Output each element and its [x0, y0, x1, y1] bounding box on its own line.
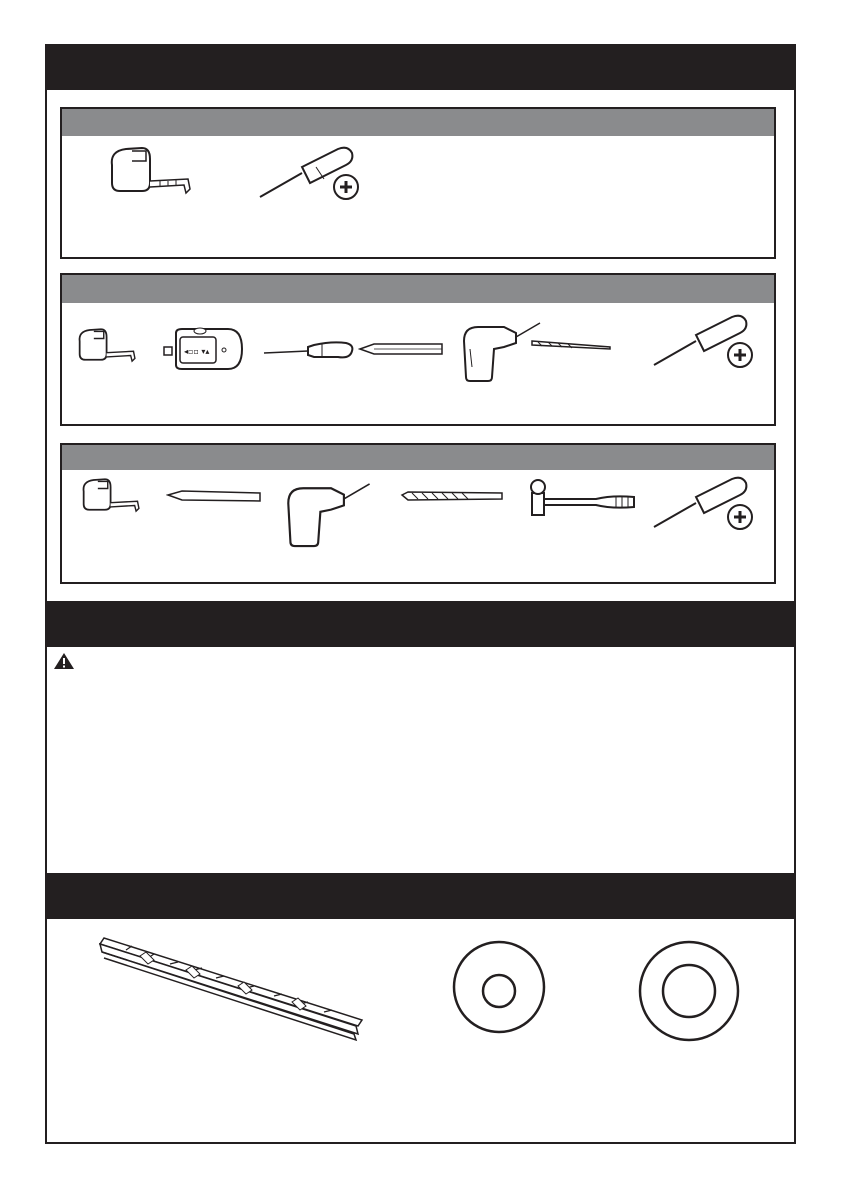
- tool-panel-3: [60, 443, 776, 584]
- tape-measure-icon: [74, 327, 142, 367]
- phillips-screwdriver-icon: [652, 473, 756, 531]
- warning-triangle-icon: [53, 652, 75, 670]
- washer-large-hole-icon: [638, 940, 740, 1042]
- stud-finder-icon: [162, 327, 246, 371]
- washer-small-hole-icon: [452, 940, 546, 1034]
- pencil-icon: [166, 489, 262, 503]
- awl-icon: [262, 335, 354, 365]
- masonry-drill-bit-icon: [400, 489, 504, 503]
- tool-panel-2: [60, 273, 776, 426]
- warning-section-header: [45, 601, 796, 647]
- wall-rail-icon: [96, 934, 366, 1044]
- tools-section-header: [45, 44, 796, 90]
- hammer-icon: [526, 477, 638, 517]
- drill-bit-icon: [530, 337, 612, 353]
- svg-text:◂▫▫ ▾▴: ◂▫▫ ▾▴: [184, 347, 210, 356]
- tool-panel-1-header: [62, 109, 774, 136]
- tool-panel-3-header: [62, 445, 774, 470]
- tape-measure-icon: [78, 477, 146, 517]
- tool-panel-1: [60, 107, 776, 259]
- power-drill-icon: [284, 475, 376, 555]
- tool-panel-2-header: [62, 275, 774, 303]
- parts-section-header: [45, 873, 796, 919]
- pencil-icon: [358, 341, 444, 357]
- phillips-screwdriver-icon: [652, 311, 756, 369]
- tape-measure-icon: [104, 145, 200, 201]
- phillips-screwdriver-icon: [258, 143, 362, 201]
